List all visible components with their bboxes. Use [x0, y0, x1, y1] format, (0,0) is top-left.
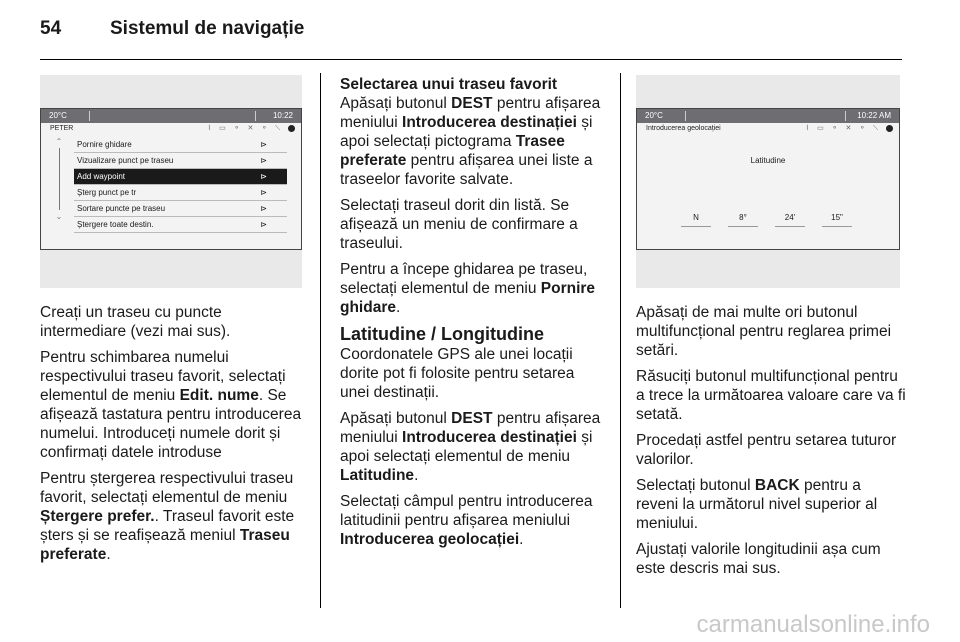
middle-column-text	[340, 75, 605, 556]
paragraph: Pentru a începe ghidarea pe traseu, selectați elementul de meniu Pornire ghidare.	[340, 261, 596, 316]
clock: 10:22	[272, 111, 293, 120]
paragraph: Răsuciți butonul multifuncțional pentru a trece la următoarea valoare care va fi setată.	[636, 368, 906, 423]
seconds-field[interactable]: 15"	[822, 213, 852, 227]
page-title: Sistemul de navigație	[110, 18, 305, 39]
arrow-icon: ⊳	[260, 220, 267, 229]
menu-item-label: Sortare puncte pe traseu	[77, 204, 166, 213]
status-divider	[845, 111, 846, 121]
column-divider-left	[320, 73, 321, 608]
scroll-indicator[interactable]	[51, 137, 67, 232]
route-menu-list	[74, 137, 287, 233]
scroll-down-icon: ⌄	[55, 212, 63, 221]
paragraph: Apăsați de mai multe ori butonul multifuncțional pentru reglarea primei setări.	[636, 304, 892, 359]
right-column-text	[636, 303, 906, 585]
arrow-icon: ⊳	[260, 172, 267, 181]
minutes-field[interactable]: 24'	[775, 213, 805, 227]
screen-subtitle-bar	[41, 123, 301, 134]
menu-item-label: Add waypoint	[77, 172, 126, 181]
menu-item-selected[interactable]	[74, 169, 287, 185]
status-bar	[637, 109, 899, 123]
clock: 10:22 AM	[857, 111, 891, 120]
paragraph: Selectați butonul BACK pentru a reveni la următorul nivel superior al meniului.	[636, 477, 878, 532]
paragraph: Creați un traseu cu puncte intermediare (vezi mai sus).	[40, 304, 231, 340]
settings-icon	[886, 125, 893, 132]
paragraph: Coordonatele GPS ale unei locații dorite pot fi folosite pentru setarea unei destinații.	[340, 346, 575, 401]
watermark: carmanualsonline.info	[696, 611, 930, 638]
degrees-field[interactable]: 8°	[728, 213, 758, 227]
paragraph: Pentru schimbarea numelui respectivului traseu favorit, selectați elementul de meniu Edit. nume. Se afișează tastatura pentru introducerea numelui. Introduceți numele dorit și confirmați datele introduse	[40, 349, 302, 461]
latitude-label: Latitudine	[750, 156, 786, 165]
temperature: 20°C	[49, 111, 67, 120]
paragraph: Apăsați butonul DEST pentru afișarea meniului Introducerea destinației și apoi selectați pictograma Trasee preferate pentru afișarea unei liste a traseelor favorite salvate.	[340, 95, 601, 188]
menu-item[interactable]	[74, 201, 287, 217]
arrow-icon: ⊳	[260, 204, 267, 213]
status-bar	[41, 109, 301, 123]
page-number: 54	[40, 18, 62, 39]
arrow-icon: ⊳	[260, 156, 267, 165]
route-name: PETER	[50, 125, 74, 132]
paragraph: Selectați traseul dorit din listă. Se afișează un meniu de confirmare a traseului.	[340, 197, 578, 252]
left-column-text	[40, 303, 310, 571]
arrow-icon: ⊳	[260, 140, 267, 149]
arrow-icon: ⊳	[260, 188, 267, 197]
page-header	[40, 18, 304, 40]
scroll-track	[59, 148, 60, 210]
menu-item-label: Vizualizare punct pe traseu	[77, 156, 174, 165]
geolocation-screen	[636, 108, 900, 250]
status-divider	[89, 111, 90, 121]
menu-item[interactable]	[74, 217, 287, 233]
status-divider	[685, 111, 686, 121]
paragraph: Apăsați butonul DEST pentru afișarea meniului Introducerea destinației și apoi selectați elementul de meniu Latitudine.	[340, 410, 601, 484]
menu-item-label: Pornire ghidare	[77, 140, 132, 149]
hemisphere-field[interactable]: N	[681, 213, 711, 227]
left-screenshot-frame	[40, 75, 302, 288]
section-heading: Latitudine / Longitudine	[340, 324, 544, 344]
menu-item-label: Ștergere toate destin.	[77, 220, 154, 229]
paragraph: Procedați astfel pentru setarea tuturor valorilor.	[636, 432, 897, 468]
temperature: 20°C	[645, 111, 663, 120]
header-rule	[40, 59, 902, 60]
menu-item[interactable]	[74, 137, 287, 153]
settings-icon	[288, 125, 295, 132]
column-divider-right	[620, 73, 621, 608]
route-menu-screen	[40, 108, 302, 250]
status-icons: ⌇ ▭ ⚬ ✕ ⚬ ⟍	[806, 123, 893, 134]
menu-item-label: Șterg punct pe tr	[77, 188, 137, 197]
status-divider	[255, 111, 256, 121]
menu-item[interactable]	[74, 153, 287, 169]
paragraph: Ajustați valorile longitudinii așa cum este descris mai sus.	[636, 541, 881, 577]
screen-subtitle-bar	[637, 123, 899, 134]
section-heading: Selectarea unui traseu favorit	[340, 76, 558, 93]
scroll-up-icon: ⌃	[55, 137, 63, 146]
menu-item[interactable]	[74, 185, 287, 201]
paragraph: Pentru ștergerea respectivului traseu favorit, selectați elementul de meniu Ștergere prefer.. Traseul favorit este șters și se reafișează meniul Traseu preferate.	[40, 470, 295, 563]
status-icons: ⌇ ▭ ⚬ ✕ ⚬ ⟍	[208, 123, 295, 134]
paragraph: Selectați câmpul pentru introducerea latitudinii pentru afișarea meniului Introducerea geolocației.	[340, 493, 593, 548]
screen-title: Introducerea geolocației	[646, 125, 721, 132]
right-screenshot-frame	[636, 75, 900, 288]
